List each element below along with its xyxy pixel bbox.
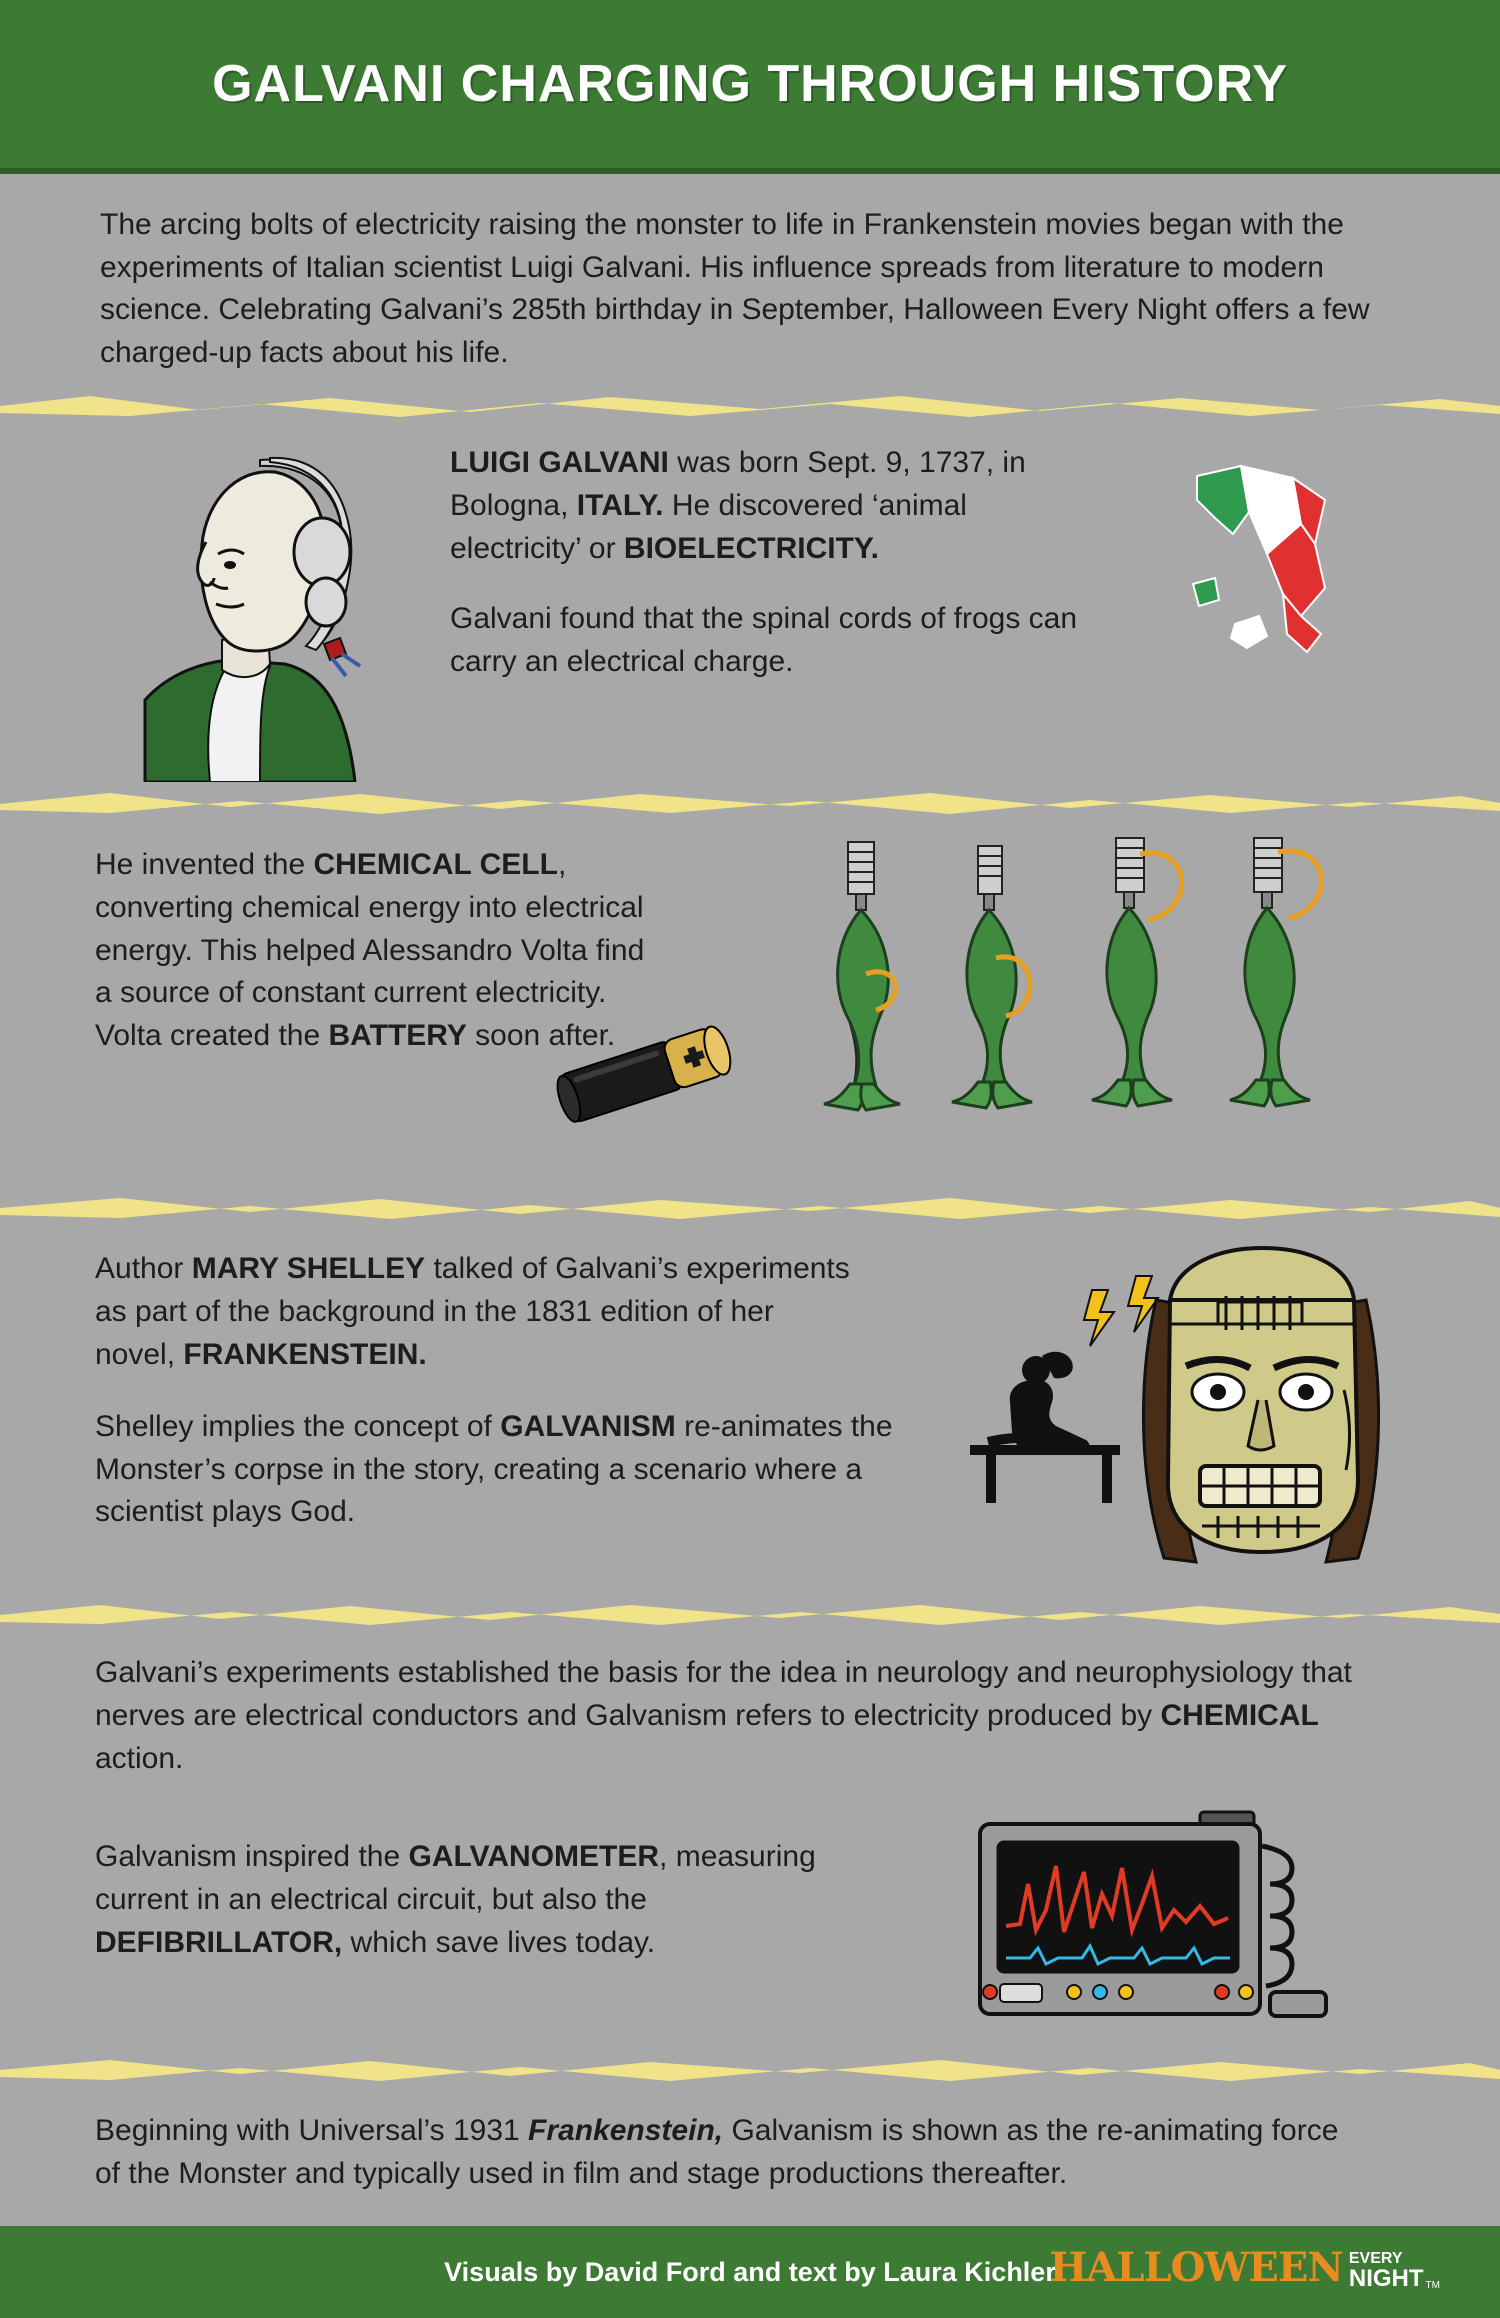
galvanism-text-a: Shelley implies the concept of <box>95 1410 501 1444</box>
galvanism-label: GALVANISM <box>500 1410 676 1444</box>
brand-logo <box>1049 2244 1440 2291</box>
galvani-bio-text <box>450 442 1090 683</box>
brand-every-text: EVERY <box>1348 2250 1403 2267</box>
neuro-text-b: action. <box>95 1741 184 1775</box>
section-mary-shelley <box>0 1220 1500 1600</box>
galvo-text-b: , measuring current in an electrical circuit, but also the <box>95 1840 816 1916</box>
intro-text: The arcing bolts of electricity raising the monster to life in Frankenstein movies began with the experiments of Italian scientist Luigi Galvani. His influence spreads from literature to modern science. Celebrating Galvani’s 285th birthday in September, Halloween Every Night offers a few charged-up facts about his life. <box>100 208 1370 369</box>
defibrillator-monitor <box>970 1806 1370 2036</box>
galvanism-text-b: re-animates the Monster’s corpse in the story, creating a scenario where a scientist plays God. <box>95 1410 893 1529</box>
italy-label: ITALY. <box>576 488 664 522</box>
spinal-cord-text: Galvani found that the spinal cords of frogs can carry an electrical charge. <box>450 602 1078 678</box>
lightning-divider-2 <box>0 788 1500 814</box>
luigi-galvani-label: LUIGI GALVANI <box>450 446 669 480</box>
intro-paragraph <box>0 174 1500 392</box>
frankenstein-label: FRANKENSTEIN. <box>183 1337 427 1371</box>
page-title: GALVANI CHARGING THROUGH HISTORY <box>212 55 1288 113</box>
bioelectricity-label: BIOELECTRICITY. <box>623 531 879 565</box>
neuro-text-a: Galvani’s experiments established the basis for the idea in neurology and neurophysiology that nerves are electrical conductors and Galvanism refers to electricity produced by <box>95 1656 1352 1732</box>
mary-shelley-label: MARY SHELLEY <box>191 1252 426 1286</box>
universal-text-a: Beginning with Universal’s 1931 <box>95 2114 529 2148</box>
shelley-text-b: talked of Galvani’s experiments as part of the background in the 1831 edition of her novel, <box>95 1252 850 1371</box>
brand-tm-text: TM <box>1425 2280 1440 2291</box>
shelley-text-a: Author <box>95 1252 192 1286</box>
defibrillator-label: DEFIBRILLATOR, <box>95 1925 343 1959</box>
frog-legs-experiment <box>820 834 1430 1134</box>
brand-halloween-text: HALLOWEEN <box>1049 2244 1343 2291</box>
galvanometer-label: GALVANOMETER <box>408 1840 660 1874</box>
universal-text <box>95 2110 1345 2195</box>
frankenstein-monster-illustration <box>930 1230 1410 1580</box>
galvo-text-a: Galvanism inspired the <box>95 1840 409 1874</box>
lightning-icon <box>0 392 1500 418</box>
lightning-icon <box>0 1600 1500 1626</box>
battery-label: BATTERY <box>328 1018 467 1052</box>
lightning-icon <box>0 1194 1500 1220</box>
chemical-cell-label: CHEMICAL CELL <box>313 848 558 882</box>
credit-line: Visuals by David Ford and text by Laura Kichler <box>444 2256 1056 2287</box>
neurology-text <box>95 1652 1375 1780</box>
luigi-galvani-portrait <box>110 432 380 782</box>
lightning-icon <box>0 2056 1500 2082</box>
lightning-divider-3 <box>0 1194 1500 1220</box>
section-galvani-bio <box>0 418 1500 788</box>
universal-text-b: Galvanism is shown as the re-animating force of the Monster and typically used in film and stage productions thereafter. <box>95 2114 1339 2190</box>
italy-map <box>1175 448 1405 678</box>
galvo-text-c: which save lives today. <box>342 1925 656 1959</box>
section-chemical-cell <box>0 814 1500 1194</box>
cell-text-c: soon after. <box>466 1018 616 1052</box>
bio-text-b: He discovered ‘animal electricity’ or <box>450 488 967 565</box>
lightning-divider-5 <box>0 2056 1500 2082</box>
shelley-text-block <box>95 1248 893 1534</box>
cell-text-b: , converting chemical energy into electrical energy. This helped Alessandro Volta find a source of constant current electricity. Volta created the <box>95 848 645 1052</box>
cell-text-a: He invented the <box>95 848 314 882</box>
frankenstein-film-label: Frankenstein, <box>528 2114 724 2148</box>
brand-night-text: NIGHT <box>1348 2265 1424 2292</box>
lightning-divider-1 <box>0 392 1500 418</box>
section-neurology <box>0 1626 1500 2056</box>
chemical-label: CHEMICAL <box>1160 1698 1319 1732</box>
page-footer <box>0 2226 1500 2318</box>
lightning-icon <box>0 788 1500 814</box>
galvanometer-text <box>95 1836 855 1964</box>
battery-illustration <box>545 1019 745 1129</box>
lightning-divider-4 <box>0 1600 1500 1626</box>
bio-text-a: was born Sept. 9, 1737, in Bologna, <box>450 446 1026 522</box>
page-header <box>0 0 1500 174</box>
